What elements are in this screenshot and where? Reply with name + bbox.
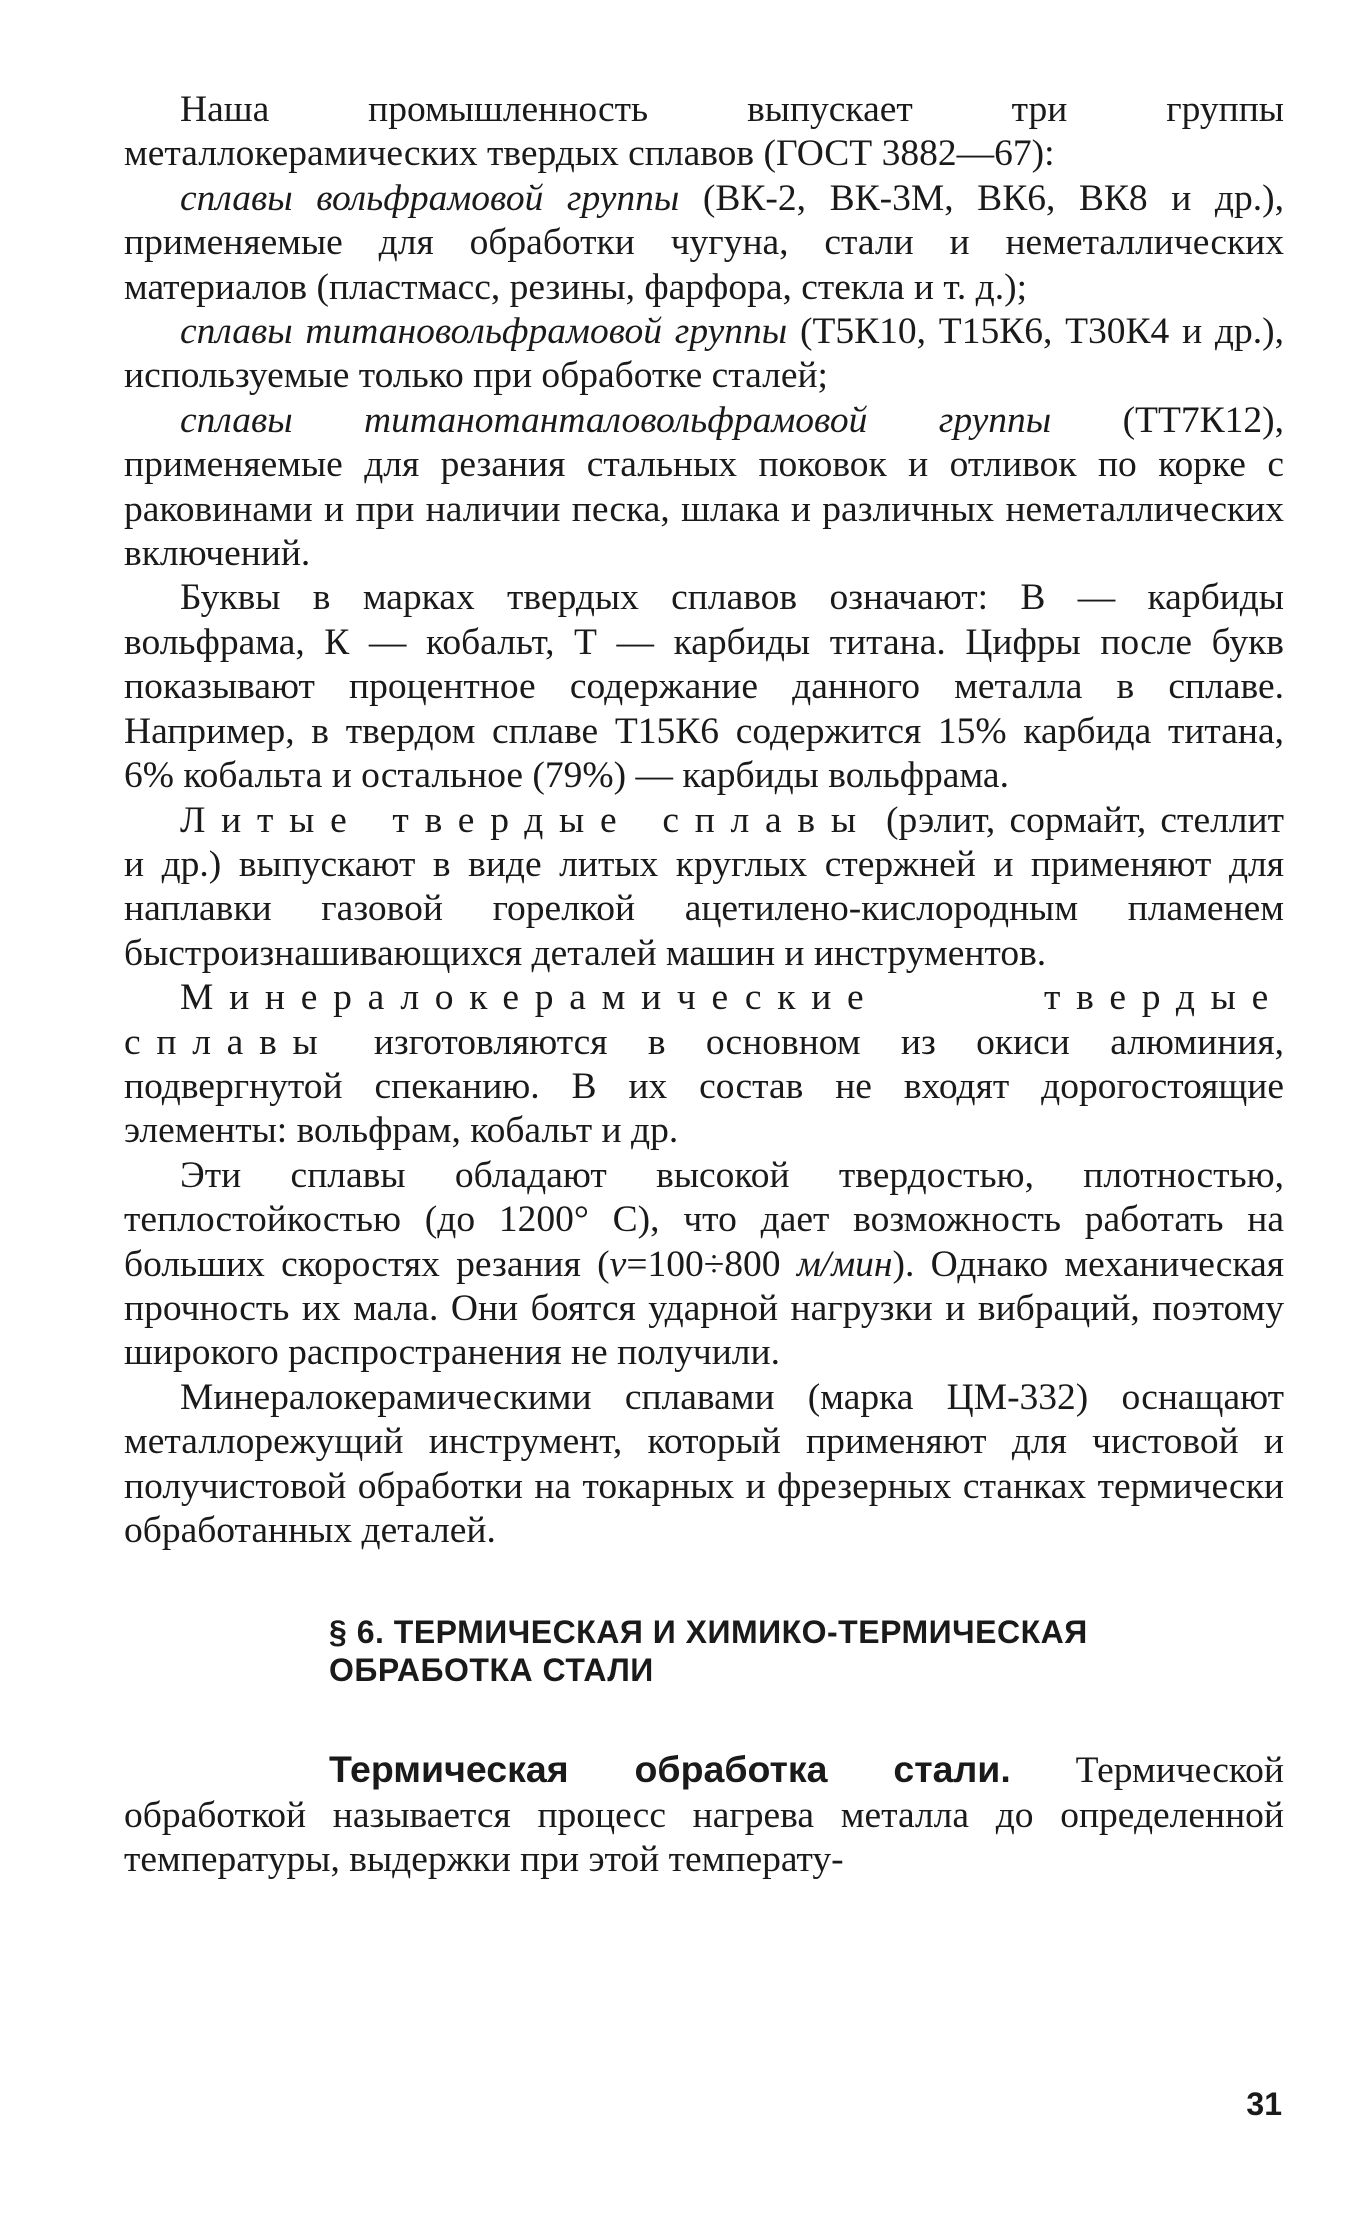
properties-text-a: Эти сплавы обладают высокой твердостью, плотностью, теплостойкостью (до 1200° С), что дает возможность работать на больших скоростях резания (	[124, 1154, 1284, 1285]
runin-heat-treatment: Термическая обработка стали.	[329, 1748, 1011, 1791]
properties-text-b: =100÷800	[626, 1243, 797, 1285]
section-heading	[329, 1613, 1284, 1689]
paragraph-cast-alloys	[124, 799, 1284, 977]
titanium-tungsten-text: (Т5К10, Т15К6, Т30К4 и др.), используемые только при обработке сталей;	[124, 311, 1284, 397]
term-ttk-group: сплавы титанотанталовольфрамовой группы	[180, 399, 1052, 441]
page-number: 31	[1246, 2086, 1282, 2122]
body-text	[124, 88, 1284, 1883]
term-mineral-ceramic: Минералокерамические твердые сплавы	[124, 977, 1284, 1063]
paragraph-cm332: Минералокерамическими сплавами (марка ЦМ-332) оснащают металлорежущий инструмент, который применяют для чистовой и получистовой обработки на токарных и фрезерных станках термически обработанных деталей.	[124, 1376, 1284, 1551]
paragraph-properties	[124, 1154, 1284, 1376]
section-heading-line-2: ОБРАБОТКА СТАЛИ	[329, 1652, 654, 1689]
paragraph-tungsten-group	[124, 177, 1284, 310]
cast-alloys-text: (рэлит, сормайт, стеллит и др.) выпускают в виде литых круглых стержней и применяют для наплавки газовой горелкой ацетилено-кислородным пламенем быстроизнашивающихся деталей машин и инструментов.	[124, 799, 1284, 974]
paragraph-heat-treatment	[124, 1747, 1284, 1882]
speed-unit: м/мин	[796, 1243, 893, 1285]
heat-treatment-text: Термической обработкой называется процесс нагрева металла до определенной температуры, выдержки при этой температу-	[124, 1750, 1284, 1881]
paragraph-intro: Наша промышленность выпускает три группы металлокерамических твердых сплавов (ГОСТ 3882—67):	[124, 89, 1284, 175]
term-cast-alloys: Литые твердые сплавы	[180, 799, 872, 841]
term-tungsten-group: сплавы вольфрамовой группы	[180, 177, 680, 219]
mineral-ceramic-text: изготовляются в основном из окиси алюминия, подвергнутой спеканию. В их состав не входят дорогостоящие элементы: вольфрам, кобальт и др.	[124, 1021, 1284, 1152]
paragraph-mineral-ceramic	[124, 976, 1284, 1154]
paragraph-letters: Буквы в марках твердых сплавов означают: В — карбиды вольфрама, К — кобальт, Т — карбиды титана. Цифры после букв показывают процентное содержание данного металла в сплаве. Например, в твердом сплаве Т15К6 содержится 15% карбида титана, 6% кобальта и остальное (79%) — карбиды вольфрама.	[124, 577, 1284, 797]
ttk-group-text: (ТТ7К12), применяемые для резания стальных поковок и отливок по корке с раковинами и при наличии песка, шлака и различных неметаллических включений.	[124, 399, 1284, 575]
term-titanium-tungsten-group: сплавы титановольфрамовой группы	[180, 311, 788, 353]
paragraph-titanium-tungsten-group	[124, 310, 1284, 399]
section-heading-line-1: § 6. ТЕРМИЧЕСКАЯ И ХИМИКО-ТЕРМИЧЕСКАЯ	[329, 1614, 1088, 1651]
paragraph-ttk-group	[124, 399, 1284, 577]
tungsten-group-text: (ВК-2, ВК-3М, ВК6, ВК8 и др.), применяемые для обработки чугуна, стали и неметаллических материалов (пластмасс, резины, фарфора, стекла и т. д.);	[124, 177, 1284, 308]
speed-symbol: v	[609, 1243, 627, 1285]
properties-text-c: ). Однако механическая прочность их мала. Они боятся ударной нагрузки и вибраций, поэтому широкого распространения не получили.	[124, 1243, 1284, 1374]
